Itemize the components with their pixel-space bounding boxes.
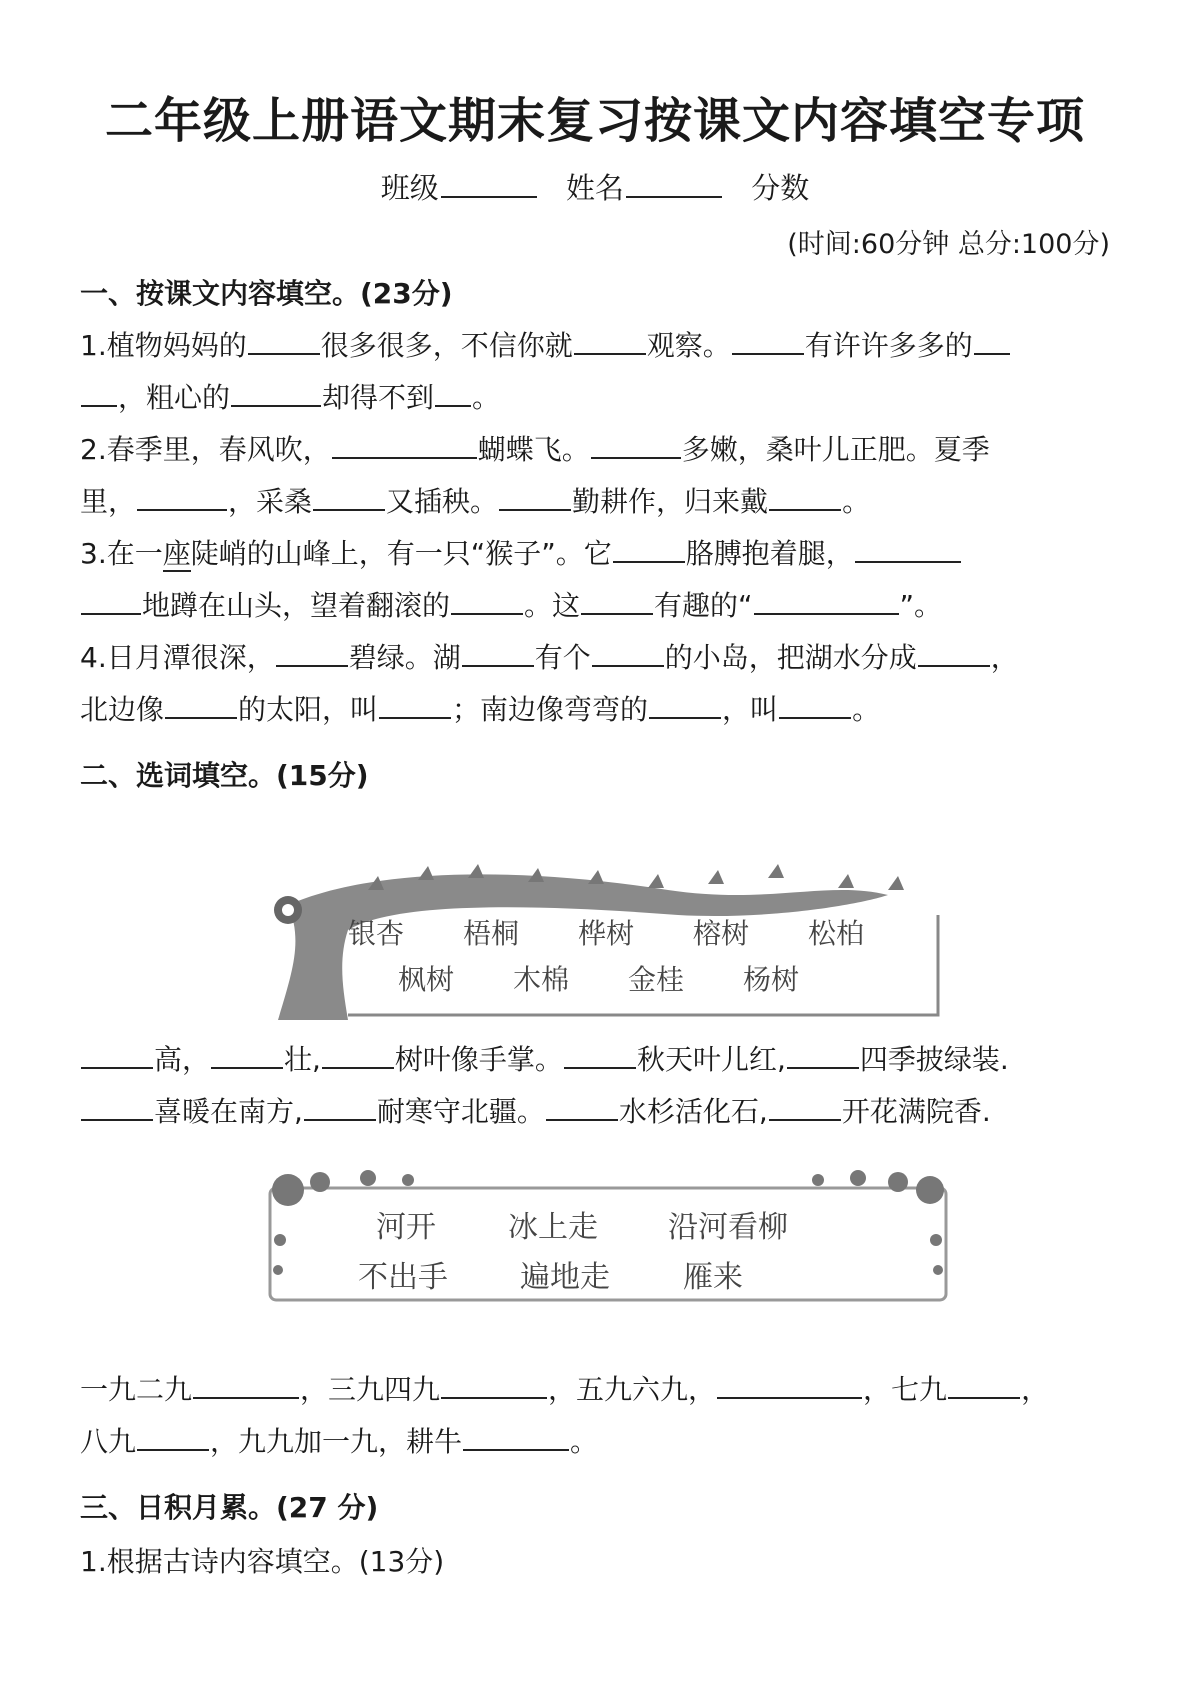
section-2-heading: 二、选词填空。(15分) [80,759,369,792]
q1-text-g: 。 [472,381,501,414]
q4-text-b: 碧绿。湖 [348,641,461,674]
q4-text-a: 日月潭很深， [106,641,275,674]
q4-text-c: 有个 [534,641,591,674]
tree-text-e: 四季披绿装. [859,1043,1009,1076]
blank[interactable] [231,379,321,407]
name-blank[interactable] [626,168,722,198]
tree-text-a: 高， [154,1043,211,1076]
blank[interactable] [462,639,534,667]
blank[interactable] [463,1423,569,1451]
tree-text-c: 树叶像手掌。 [394,1043,563,1076]
blank[interactable] [754,587,899,615]
q2-number: 2. [80,433,107,466]
blank[interactable] [732,327,804,355]
q4-text-f: 北边像 [80,693,165,726]
blank[interactable] [499,483,571,511]
q4-line-2 [80,688,1115,728]
q4-text-d: 的小岛，把湖水分成 [664,641,917,674]
q2-text-g: 勤耕作，归来戴 [572,485,769,518]
word-option: 枫树 [398,963,455,996]
word-bank-tree [248,860,958,1020]
blank[interactable] [81,1093,153,1121]
blank[interactable] [441,1371,547,1399]
word-option: 不出手 [358,1260,448,1295]
blank[interactable] [787,1041,859,1069]
section-1-heading: 一、按课文内容填空。(23分) [80,277,453,310]
q2-text-d: 里， [80,485,137,518]
tree-text-b: 壮, [284,1043,321,1076]
blank[interactable] [211,1041,283,1069]
q1-text-a: 植物妈妈的 [106,329,247,362]
blank[interactable] [137,1423,209,1451]
blank[interactable] [313,483,385,511]
blank[interactable] [918,639,990,667]
student-info-line [0,166,1190,207]
nines-text-e: ， [1021,1373,1050,1406]
blank[interactable] [769,1093,841,1121]
q2-line-1 [80,428,1115,468]
q4-text-h: ；南边像弯弯的 [452,693,649,726]
blank[interactable] [974,327,1010,355]
blank[interactable] [546,1093,618,1121]
tree-text-i: 开花满院香. [841,1095,991,1128]
word-option: 桦树 [578,917,635,950]
tree-text-g: 耐寒守北疆。 [376,1095,545,1128]
q4-text-i: ，叫 [722,693,779,726]
tree-line-2 [80,1090,1115,1130]
blank[interactable] [581,587,653,615]
blank[interactable] [332,431,477,459]
nines-line-2 [80,1420,1115,1460]
blank[interactable] [592,639,664,667]
blank[interactable] [717,1371,862,1399]
q2-text-h: 。 [842,485,871,518]
word-option: 松柏 [808,917,865,950]
q2-text-a: 春季里，春风吹， [106,433,331,466]
blank[interactable] [81,1041,153,1069]
q2-text-c: 多嫩，桑叶儿正肥。夏季 [681,433,990,466]
blank[interactable] [193,1371,299,1399]
q1-text-b: 很多很多，不信你就 [320,329,573,362]
q2-text-b: 蝴蝶飞。 [477,433,590,466]
blank[interactable] [276,639,348,667]
q3-underlined-word: 座 [162,537,191,570]
word-option: 金桂 [628,963,685,996]
blank[interactable] [379,691,451,719]
blank[interactable] [81,379,117,407]
word-option: 木棉 [513,963,570,996]
tree-text-f: 喜暖在南方, [154,1095,303,1128]
blank[interactable] [304,1093,376,1121]
q3-text-h: ”。 [899,589,943,622]
q1-text-f: 却得不到 [322,381,435,414]
q4-text-e: ， [990,641,1019,674]
nines-text-h: 。 [570,1425,599,1458]
word-option: 遍地走 [520,1260,610,1295]
blank[interactable] [769,483,841,511]
q3-text-c: 陡峭的山峰上，有一只“猴子”。它 [190,537,612,570]
blank[interactable] [435,379,471,407]
nines-line-1 [80,1368,1115,1408]
q4-number: 4. [80,641,107,674]
q3-text-d: 胳膊抱着腿， [685,537,854,570]
word-option: 河开 [376,1210,436,1245]
blank[interactable] [574,327,646,355]
q1-number: 1. [80,329,107,362]
q1-line-2 [80,376,1115,416]
name-label: 姓名 [565,171,624,205]
nines-text-g: ，九九加一九，耕牛 [210,1425,463,1458]
q2-text-e: ，采桑 [228,485,313,518]
nines-text-b: ，三九四九 [300,1373,441,1406]
section-3-q1: 1.根据古诗内容填空。(13分) [80,1545,445,1578]
class-blank[interactable] [441,168,537,198]
q3-text-f: 。这 [524,589,581,622]
word-option: 杨树 [743,963,800,996]
word-option: 银杏 [348,917,405,950]
word-bank-flowers [258,1160,958,1310]
q4-text-j: 。 [852,693,881,726]
nines-text-c: ，五九六九， [548,1373,717,1406]
blank[interactable] [248,327,320,355]
nines-text-a: 一九二九 [80,1373,193,1406]
blank[interactable] [564,1041,636,1069]
score-label: 分数 [751,171,810,205]
blank[interactable] [81,587,141,615]
blank[interactable] [322,1041,394,1069]
blank[interactable] [855,535,961,563]
word-option: 雁来 [683,1260,743,1295]
tree-text-d: 秋天叶儿红, [636,1043,786,1076]
q3-line-2 [80,584,1115,624]
q3-number: 3. [80,537,107,570]
blank[interactable] [165,691,237,719]
word-option: 沿河看柳 [668,1210,788,1245]
q3-line-1 [80,532,1115,572]
tree-line-1 [80,1038,1115,1078]
q4-text-g: 的太阳，叫 [238,693,379,726]
q1-text-d: 有许许多多的 [804,329,973,362]
q3-text-a: 在一 [106,537,163,570]
blank[interactable] [591,431,681,459]
q2-line-2 [80,480,1115,520]
blank[interactable] [137,483,227,511]
blank[interactable] [948,1371,1020,1399]
q3-text-e: 地蹲在山头，望着翻滚的 [142,589,451,622]
word-option: 冰上走 [508,1210,598,1245]
word-option: 榕树 [693,917,750,950]
q3-text-g: 有趣的“ [654,589,753,622]
page-title: 二年级上册语文期末复习按课文内容填空专项 [104,93,1085,149]
blank[interactable] [613,535,685,563]
time-info: (时间:60分钟 总分:100分) [787,229,1110,260]
class-label: 班级 [380,171,439,205]
q4-line-1 [80,636,1115,676]
section-3-heading: 三、日积月累。(27 分) [80,1491,379,1524]
blank[interactable] [779,691,851,719]
q1-line-1 [80,324,1115,364]
tree-text-h: 水杉活化石, [618,1095,768,1128]
blank[interactable] [451,587,523,615]
nines-text-d: ，七九 [863,1373,948,1406]
q1-text-e: ，粗心的 [118,381,231,414]
q2-text-f: 又插秧。 [386,485,499,518]
q1-text-c: 观察。 [646,329,731,362]
blank[interactable] [649,691,721,719]
word-option: 梧桐 [463,917,520,950]
nines-text-f: 八九 [80,1425,137,1458]
